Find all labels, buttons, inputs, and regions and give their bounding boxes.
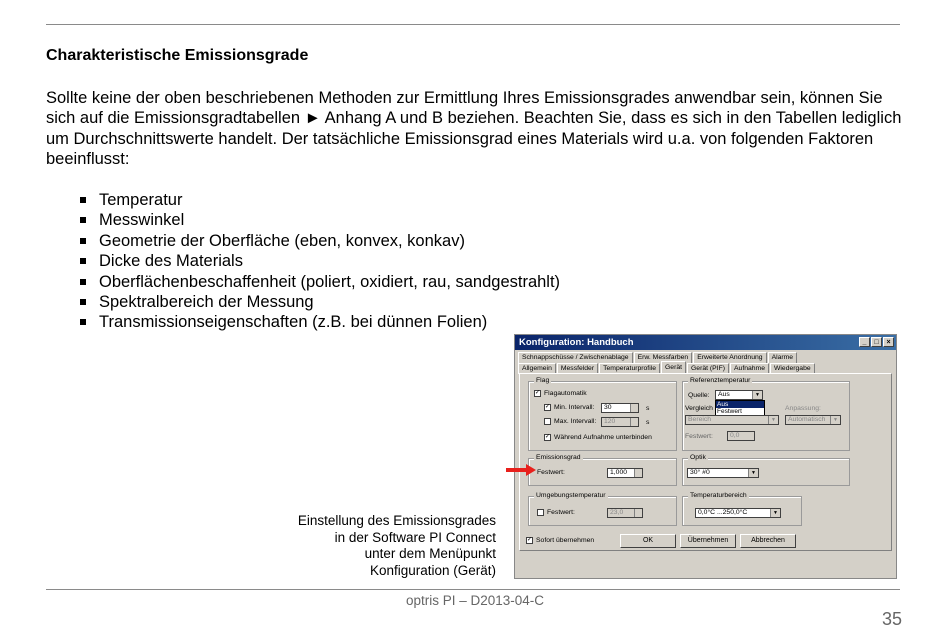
adapt-select[interactable]: Automatisch ▼ — [785, 415, 841, 425]
range-select[interactable]: Bereich ▼ — [685, 415, 779, 425]
min-interval-checkbox[interactable]: ✓ — [545, 404, 551, 410]
optics-select[interactable]: 30° #0 ▼ — [687, 468, 759, 478]
list-item: Temperatur — [78, 190, 560, 210]
tab-ext-layout[interactable]: Erweiterte Anordnung — [693, 352, 766, 363]
min-interval-row: ✓ Min. Intervall: — [545, 404, 595, 411]
tab-playback[interactable]: Wiedergabe — [770, 363, 815, 374]
tab-snapshots[interactable]: Schnappschüsse / Zwischenablage — [518, 352, 633, 363]
spin-icon[interactable] — [630, 418, 638, 426]
during-recording-row: ✓ Während Aufnahme unterbinden — [545, 434, 652, 441]
during-recording-checkbox[interactable]: ✓ — [545, 434, 551, 440]
tab-row-1 — [518, 352, 798, 363]
maximize-button[interactable]: □ — [871, 337, 882, 347]
reference-group: Referenztemperatur Quelle: Aus ▼ Aus Festwert Vergleich Bereich ▼ Anpassung: Automatisch ▼ Festwert: 0,0 — [682, 381, 850, 451]
dialog-title: Konfiguration: Handbuch — [519, 337, 634, 348]
tab-device-pif[interactable]: Gerät (PIF) — [687, 363, 729, 374]
flag-auto-row[interactable]: ✓ Flagautomatik — [535, 390, 587, 397]
ambient-field[interactable]: 23,0 — [607, 508, 643, 518]
ambient-group: Umgebungstemperatur Festwert: 23,0 — [528, 496, 677, 526]
tab-recording[interactable]: Aufnahme — [730, 363, 769, 374]
emissivity-field[interactable]: 1,000 — [607, 468, 643, 478]
chevron-down-icon[interactable]: ▼ — [768, 416, 778, 424]
dialog-titlebar — [515, 335, 896, 350]
tab-general[interactable]: Allgemein — [518, 363, 556, 374]
factor-list — [78, 190, 560, 333]
list-item: Dicke des Materials — [78, 251, 560, 271]
optics-group: Optik 30° #0 ▼ — [682, 458, 850, 486]
list-item: Geometrie der Oberfläche (eben, konvex, konkav) — [78, 231, 560, 251]
configuration-dialog — [514, 334, 897, 579]
flag-group: Flag ✓ Flagautomatik ✓ Min. Intervall: 30 s Max. Intervall: 120 s ✓ Während Aufnahme unterbinden — [528, 381, 677, 451]
temp-range-group: Temperaturbereich 0,0°C ...250,0°C ▼ — [682, 496, 802, 526]
chevron-down-icon[interactable]: ▼ — [752, 391, 762, 399]
option-off[interactable]: Aus — [716, 401, 764, 408]
apply-now-checkbox[interactable]: ✓ — [527, 537, 533, 543]
ambient-fixed-checkbox[interactable] — [537, 509, 544, 516]
chevron-down-icon[interactable]: ▼ — [770, 509, 780, 517]
page-number: 35 — [881, 609, 902, 629]
tab-temp-profiles[interactable]: Temperaturprofile — [599, 363, 660, 374]
max-interval-field[interactable]: 120 — [601, 417, 639, 427]
cancel-button[interactable]: Abbrechen — [740, 534, 796, 548]
ok-button[interactable]: OK — [620, 534, 676, 548]
device-panel — [519, 373, 892, 551]
tab-alarms[interactable]: Alarme — [768, 352, 798, 363]
list-item: Messwinkel — [78, 210, 560, 230]
close-button[interactable]: × — [883, 337, 894, 347]
list-item: Oberflächenbeschaffenheit (poliert, oxidiert, rau, sandgestrahlt) — [78, 272, 560, 292]
temp-range-select[interactable]: 0,0°C ...250,0°C ▼ — [695, 508, 781, 518]
appendix-link[interactable]: ► Anhang A und B — [304, 109, 444, 128]
max-interval-row: Max. Intervall: — [544, 418, 596, 425]
minimize-button[interactable]: _ — [859, 337, 870, 347]
apply-now-row: ✓ Sofort übernehmen — [527, 537, 595, 544]
list-item: Spektralbereich der Messung — [78, 292, 560, 312]
red-arrow-icon — [506, 463, 538, 477]
figure-caption: Einstellung des Emissionsgrades in der Software PI Connect unter dem Menüpunkt Konfiguration (Gerät) — [297, 513, 496, 578]
spin-icon[interactable] — [634, 469, 642, 477]
flag-auto-checkbox[interactable]: ✓ — [535, 390, 541, 396]
footer-rule — [46, 589, 900, 590]
footer-text: optris PI – D2013-04-C — [405, 593, 545, 608]
spin-icon[interactable] — [630, 404, 638, 412]
spin-icon[interactable] — [634, 509, 642, 517]
reference-fixed-field[interactable]: 0,0 — [727, 431, 755, 441]
chevron-down-icon[interactable]: ▼ — [830, 416, 840, 424]
ambient-fixed-row: Festwert: — [537, 509, 575, 516]
emissivity-group: Emissionsgrad Festwert: 1,000 — [528, 458, 677, 486]
option-fixed[interactable]: Festwert — [717, 408, 742, 415]
header-rule — [46, 24, 900, 25]
list-item: Transmissionseigenschaften (z.B. bei dünnen Folien) — [78, 312, 560, 332]
tab-device[interactable]: Gerät — [661, 361, 686, 374]
section-heading: Charakteristische Emissionsgrade — [46, 47, 309, 64]
tab-measure-areas[interactable]: Messfelder — [557, 363, 598, 374]
apply-button[interactable]: Übernehmen — [680, 534, 736, 548]
max-interval-checkbox[interactable] — [544, 418, 551, 425]
tab-ext-colors[interactable]: Erw. Messfarben — [634, 352, 693, 363]
intro-paragraph: Sollte keine der oben beschriebenen Methoden zur Ermittlung Ihres Emissionsgrades anwendbar sein, können Sie sich auf die Emissionsgradtabellen ► Anhang A und B beziehen. Beachten Sie, dass es sich in den Tabellen lediglich um Durchschnittswerte handelt. Der tatsächliche Emissionsgrad eines Materials wird u.a. von folgenden Faktoren beeinflusst: — [46, 89, 902, 169]
min-interval-field[interactable]: 30 — [601, 403, 639, 413]
chevron-down-icon[interactable]: ▼ — [748, 469, 758, 477]
source-select[interactable]: Aus ▼ — [715, 390, 763, 400]
